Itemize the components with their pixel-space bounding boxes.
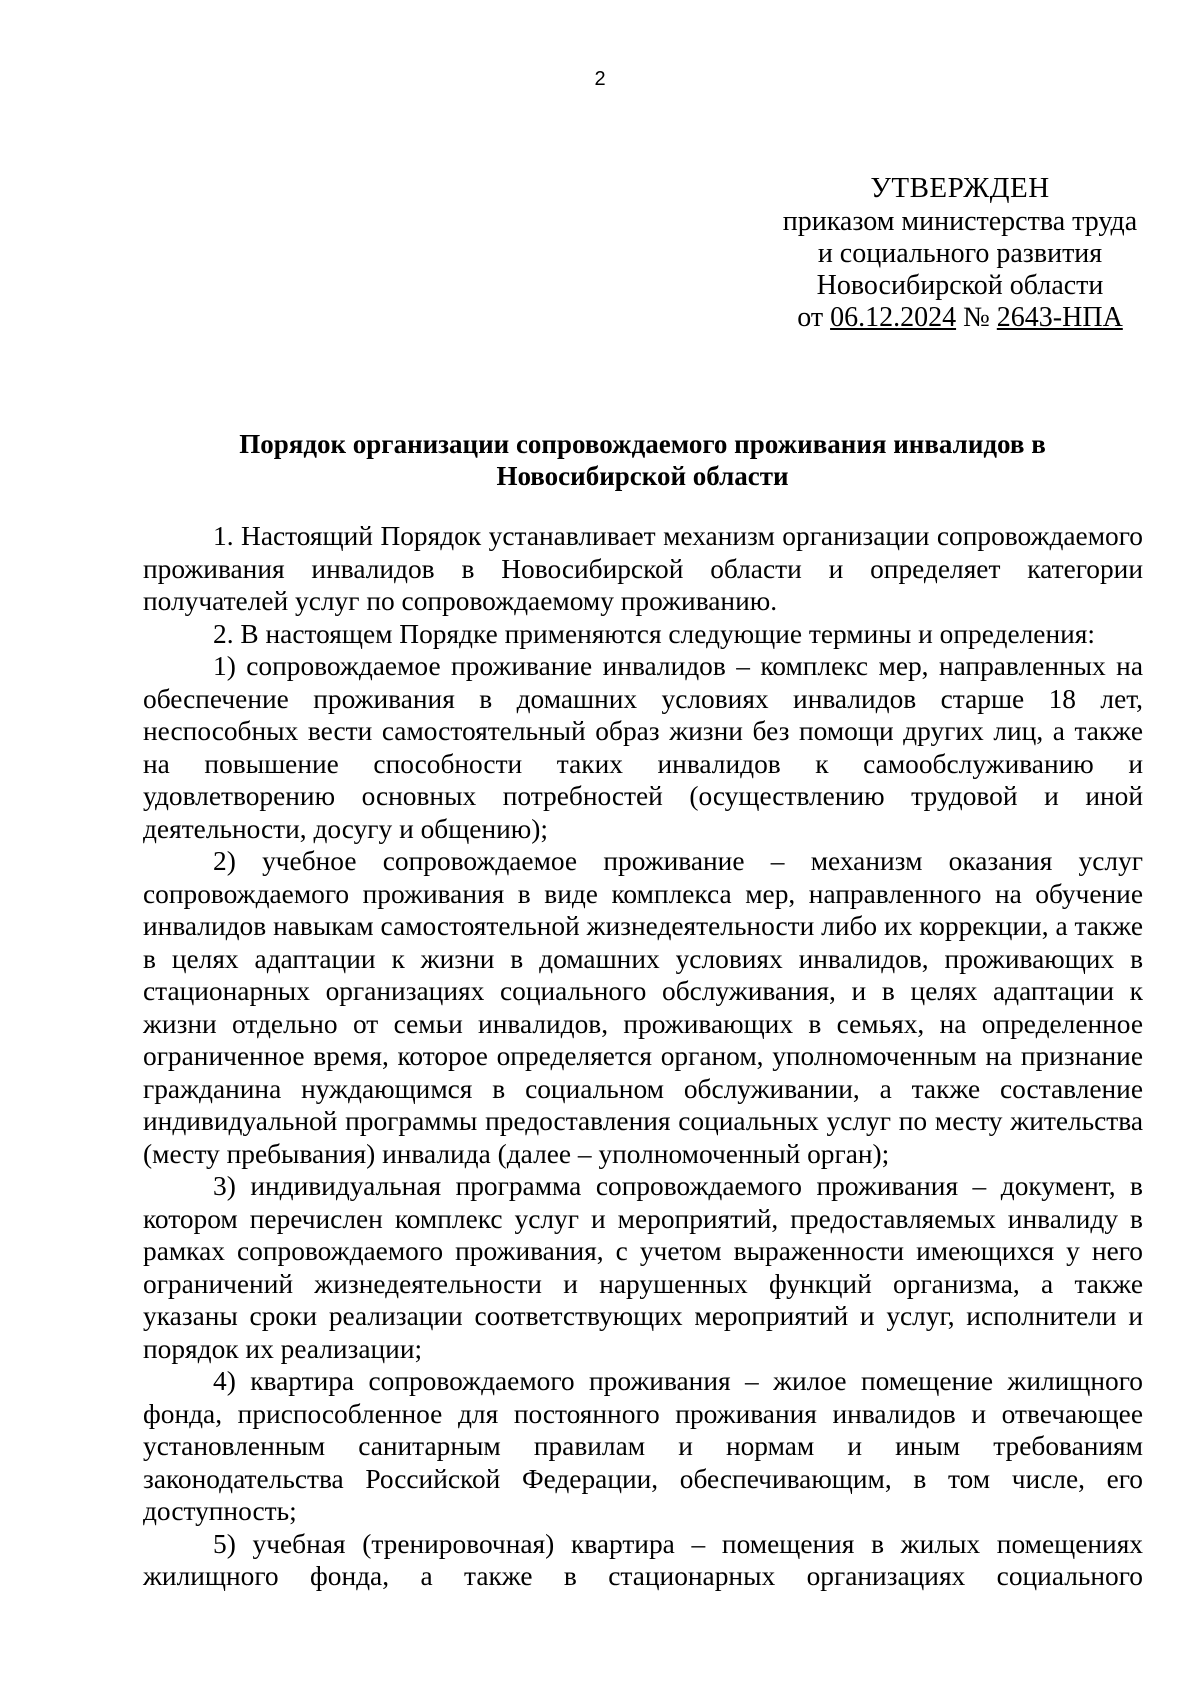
approval-number-sign: № [963, 302, 990, 333]
document-title-line-1: Порядок организации сопровождаемого проживания инвалидов в [239, 429, 1046, 459]
approval-date: 06.12.2024 [830, 302, 957, 333]
paragraph-2-2: 2) учебное сопровождаемое проживание – механизм оказания услуг сопровождаемого проживания в виде комплекса мер, направленного на обучение инвалидов навыкам самостоятельной жизнедеятельности либо их коррекции, а также в целях адаптации к жизни в домашних условиях инвалидов, проживающих в стационарных организациях социального обслуживания, и в целях адаптации к жизни отдельно от семьи инвалидов, проживающих в семьях, на определенное ограниченное время, которое определяется органом, уполномоченным на признание гражданина нуждающимся в социальном обслуживании, а также составление индивидуальной программы предоставления социальных услуг по месту жительства (месту пребывания) инвалида (далее – уполномоченный орган); [143, 846, 1143, 1169]
approval-line-1: приказом министерства труда [782, 206, 1138, 237]
approval-number: 2643-НПА [996, 302, 1123, 333]
approval-date-prefix: от [797, 302, 824, 333]
approval-line-3: Новосибирской области [816, 270, 1104, 301]
approval-stamp [760, 172, 1160, 334]
paragraph-2-5: 5) учебная (тренировочная) квартира – помещения в жилых помещениях жилищного фонда, а также в стационарных организациях социального [143, 1528, 1143, 1591]
paragraph-2: 2. В настоящем Порядке применяются следующие термины и определения: [213, 618, 1095, 649]
paragraph-2-4: 4) квартира сопровождаемого проживания – жилое помещение жилищного фонда, приспособленное для постоянного проживания инвалидов и отвечающее установленным санитарным правилам и нормам и иным требованиям законодательства Российской Федерации, обеспечивающим, в том числе, его доступность; [143, 1366, 1143, 1526]
approval-line-2: и социального развития [817, 238, 1103, 269]
document-title-line-2: Новосибирской области [496, 461, 789, 491]
approval-date-line [760, 302, 1160, 334]
paragraph-1: 1. Настоящий Порядок устанавливает механизм организации сопровождаемого проживания инвалидов в Новосибирской области и определяет категории получателей услуг по сопровождаемому проживанию. [143, 521, 1143, 616]
document-body [143, 520, 1143, 1593]
page-number: 2 [594, 68, 606, 90]
approval-title: УТВЕРЖДЕН [870, 172, 1050, 204]
paragraph-2-1: 1) сопровождаемое проживание инвалидов – комплекс мер, направленных на обеспечение проживания в домашних условиях инвалидов старше 18 лет, неспособных вести самостоятельный образ жизни без помощи других лиц, а также на повышение способности таких инвалидов к самообслуживанию и удовлетворению основных потребностей (осуществлению трудовой и иной деятельности, досугу и общению); [143, 651, 1143, 844]
document-title [140, 428, 1145, 492]
paragraph-2-3: 3) индивидуальная программа сопровождаемого проживания – документ, в котором перечислен комплекс услуг и мероприятий, предоставляемых инвалиду в рамках сопровождаемого проживания, с учетом выраженности имеющихся у него ограничений жизнедеятельности и нарушенных функций организма, а также указаны сроки реализации соответствующих мероприятий и услуг, исполнители и порядок их реализации; [143, 1171, 1143, 1364]
